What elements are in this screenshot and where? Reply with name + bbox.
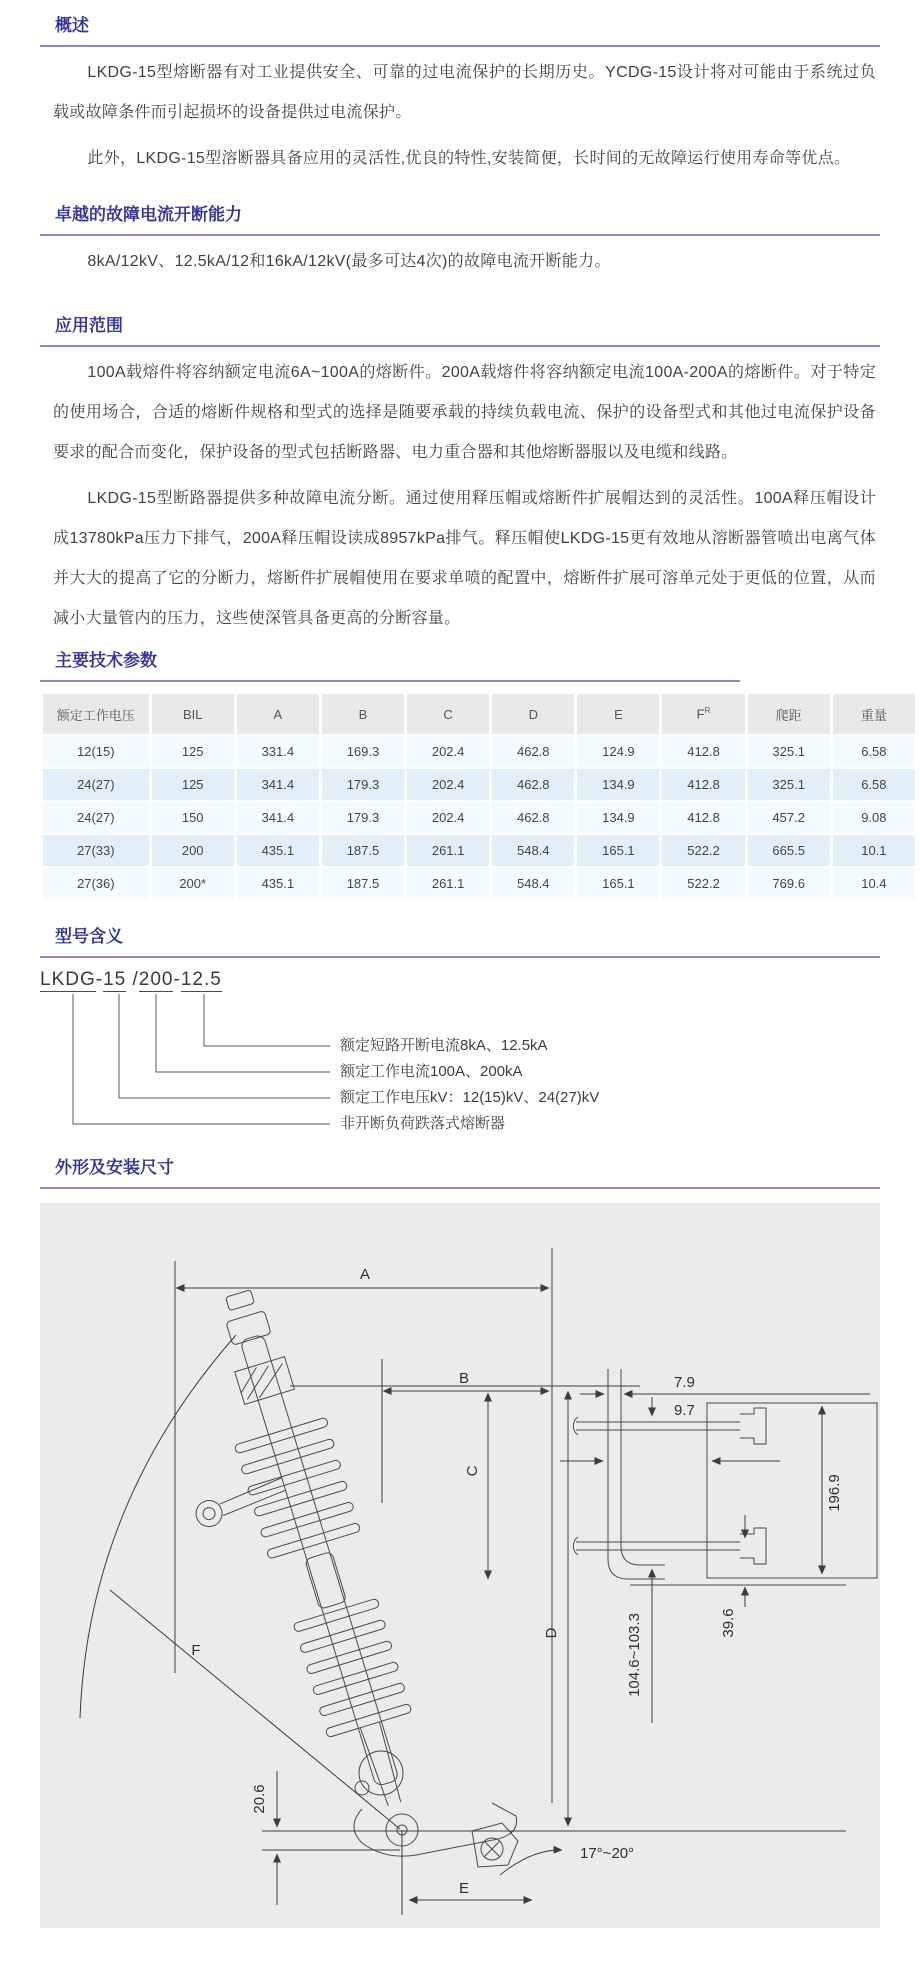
table-cell: 124.9	[577, 736, 659, 767]
dim-label-span: 104.6~103.3	[626, 1613, 643, 1697]
table-cell: 412.8	[662, 736, 744, 767]
model-code-sep1: -	[95, 969, 104, 990]
column-header-a: A	[237, 694, 319, 734]
table-cell: 457.2	[748, 802, 830, 833]
section-title-overview: 概述	[40, 14, 880, 47]
model-code-current: 200	[138, 969, 174, 990]
table-cell: 125	[152, 769, 234, 800]
table-cell: 169.3	[322, 736, 404, 767]
table-cell: 179.3	[322, 769, 404, 800]
table-cell: 202.4	[407, 736, 489, 767]
column-header-b: B	[322, 694, 404, 734]
table-cell: 134.9	[577, 769, 659, 800]
section-title-parameters: 主要技术参数	[40, 649, 740, 682]
dim-label-gap-top: 7.9	[674, 1374, 695, 1391]
table-cell: 202.4	[407, 769, 489, 800]
dim-label-e: E	[458, 1880, 470, 1897]
table-cell: 10.4	[833, 868, 915, 899]
model-code-voltage: 15	[103, 969, 127, 990]
table-cell: 462.8	[492, 802, 574, 833]
dim-label-f: F	[191, 1642, 201, 1659]
table-cell: 522.2	[662, 835, 744, 866]
table-cell: 341.4	[237, 769, 319, 800]
f-superscript: R	[704, 706, 711, 716]
table-cell: 9.08	[833, 802, 915, 833]
table-cell: 12(15)	[43, 736, 149, 767]
dim-label-gap-bottom: 9.7	[674, 1402, 695, 1419]
fuse-cutout-assembly	[138, 1279, 440, 1834]
parameters-table	[40, 692, 918, 901]
table-cell: 665.5	[748, 835, 830, 866]
table-cell: 325.1	[748, 769, 830, 800]
table-cell: 412.8	[662, 769, 744, 800]
table-cell: 179.3	[322, 802, 404, 833]
table-cell: 261.1	[407, 835, 489, 866]
model-label-rated-current: 额定工作电流100A、200kA	[340, 1063, 523, 1080]
table-header-row	[43, 694, 915, 734]
table-cell: 435.1	[237, 868, 319, 899]
section-title-model-meaning: 型号含义	[40, 925, 880, 958]
dim-label-a: A	[359, 1266, 371, 1283]
table-cell: 134.9	[577, 802, 659, 833]
table-cell: 27(33)	[43, 835, 149, 866]
column-header-creepage: 爬距	[748, 694, 830, 734]
table-row	[43, 736, 915, 767]
dim-label-bolt-to-base: 39.6	[720, 1608, 737, 1638]
overview-paragraph-2: 此外，LKDG-15型溶断器具备应用的灵活性,优良的特性,安装简便，长时间的无故障运行使用寿命等优点。	[87, 150, 851, 167]
table-row	[43, 835, 915, 866]
section-title-application: 应用范围	[40, 314, 880, 347]
dim-label-d: D	[543, 1627, 560, 1639]
table-cell: 202.4	[407, 802, 489, 833]
dim-label-angle: 17°~20°	[580, 1845, 635, 1862]
column-header-weight: 重量	[833, 694, 915, 734]
model-code-breaking: 12.5	[180, 969, 222, 990]
table-cell: 261.1	[407, 868, 489, 899]
table-cell: 24(27)	[43, 769, 149, 800]
params-table-body	[43, 736, 915, 899]
model-code-sep2: /	[126, 969, 139, 990]
dim-label-b: B	[458, 1370, 470, 1387]
section-title-breaking-capability: 卓越的故障电流开断能力	[40, 203, 880, 236]
table-cell: 435.1	[237, 835, 319, 866]
breaking-capability-paragraph: 8kA/12kV、12.5kA/12和16kA/12kV(最多可达4次)的故障电流开断能力。	[87, 253, 611, 270]
table-cell: 24(27)	[43, 802, 149, 833]
table-row	[43, 769, 915, 800]
column-header-rated-voltage: 额定工作电压	[43, 694, 149, 734]
section-title-outline-dimensions: 外形及安装尺寸	[40, 1156, 880, 1189]
table-cell: 200	[152, 835, 234, 866]
model-designation-diagram	[40, 968, 880, 1146]
table-cell: 341.4	[237, 802, 319, 833]
table-cell: 325.1	[748, 736, 830, 767]
table-cell: 548.4	[492, 835, 574, 866]
model-code	[40, 968, 880, 992]
table-cell: 150	[152, 802, 234, 833]
dim-label-base-offset: 20.6	[251, 1784, 268, 1814]
column-header-e: E	[577, 694, 659, 734]
column-header-d: D	[492, 694, 574, 734]
table-cell: 165.1	[577, 868, 659, 899]
table-cell: 769.6	[748, 868, 830, 899]
model-code-sep3: -	[173, 969, 181, 990]
dim-label-c: C	[464, 1465, 481, 1477]
column-header-f: $F^R$	[662, 694, 744, 734]
application-paragraph-1: 100A载熔件将容纳额定电流6A~100A的熔断件。200A载熔件将容纳额定电流100A-200A的熔断件。对于特定的使用场合，合适的熔断件规格和型式的选择是随要承载的持续负载电流、保护的设备型式和其他过电流保护设备要求的配合而变化，保护设备的型式包括断路器、电力重合器和其他熔断器服以及电缆和线路。	[53, 364, 876, 461]
table-cell: 187.5	[322, 835, 404, 866]
table-cell: 200*	[152, 868, 234, 899]
table-cell: 331.4	[237, 736, 319, 767]
model-label-breaking-current: 额定短路开断电流8kA、12.5kA	[340, 1037, 548, 1054]
table-cell: 125	[152, 736, 234, 767]
outline-drawing	[40, 1203, 880, 1928]
model-label-rated-voltage: 额定工作电压kV：12(15)kV、24(27)kV	[340, 1089, 600, 1106]
dim-label-bracket-height: 196.9	[826, 1474, 843, 1512]
table-cell: 462.8	[492, 769, 574, 800]
table-cell: 462.8	[492, 736, 574, 767]
application-paragraph-2: LKDG-15型断路器提供多种故障电流分断。通过使用释压帽或熔断件扩展帽达到的灵活性。100A释压帽设计成13780kPa压力下排气，200A释压帽设读成8957kPa排气。释压帽使LKDG-15更有效地从溶断器管喷出电离气体并大大的提高了它的分断力，熔断件扩展帽使用在要求单喷的配置中，熔断件扩展可溶单元处于更低的位置，从而减小大量管内的压力，这些使深管具备更高的分断容量。	[53, 490, 876, 627]
table-cell: 6.58	[833, 736, 915, 767]
reference-lines	[80, 1248, 846, 1915]
model-code-series: LKDG	[40, 969, 96, 990]
model-label-fuse-type: 非开断负荷跌落式熔断器	[340, 1115, 506, 1132]
overview-paragraph-1: LKDG-15型熔断器有对工业提供安全、可靠的过电流保护的长期历史。YCDG-15设计将对可能由于系统过负载或故障条件而引起损坏的设备提供过电流保护。	[53, 64, 876, 121]
outline-drawing-panel	[40, 1203, 880, 1928]
table-cell: 27(36)	[43, 868, 149, 899]
column-header-c: C	[407, 694, 489, 734]
table-row	[43, 802, 915, 833]
table-cell: 10.1	[833, 835, 915, 866]
column-header-bil: BIL	[152, 694, 234, 734]
table-cell: 548.4	[492, 868, 574, 899]
table-cell: 522.2	[662, 868, 744, 899]
table-row	[43, 868, 915, 899]
table-cell: 165.1	[577, 835, 659, 866]
table-cell: 6.58	[833, 769, 915, 800]
table-cell: 187.5	[322, 868, 404, 899]
dimension-lines	[177, 1288, 870, 1905]
table-cell: 412.8	[662, 802, 744, 833]
